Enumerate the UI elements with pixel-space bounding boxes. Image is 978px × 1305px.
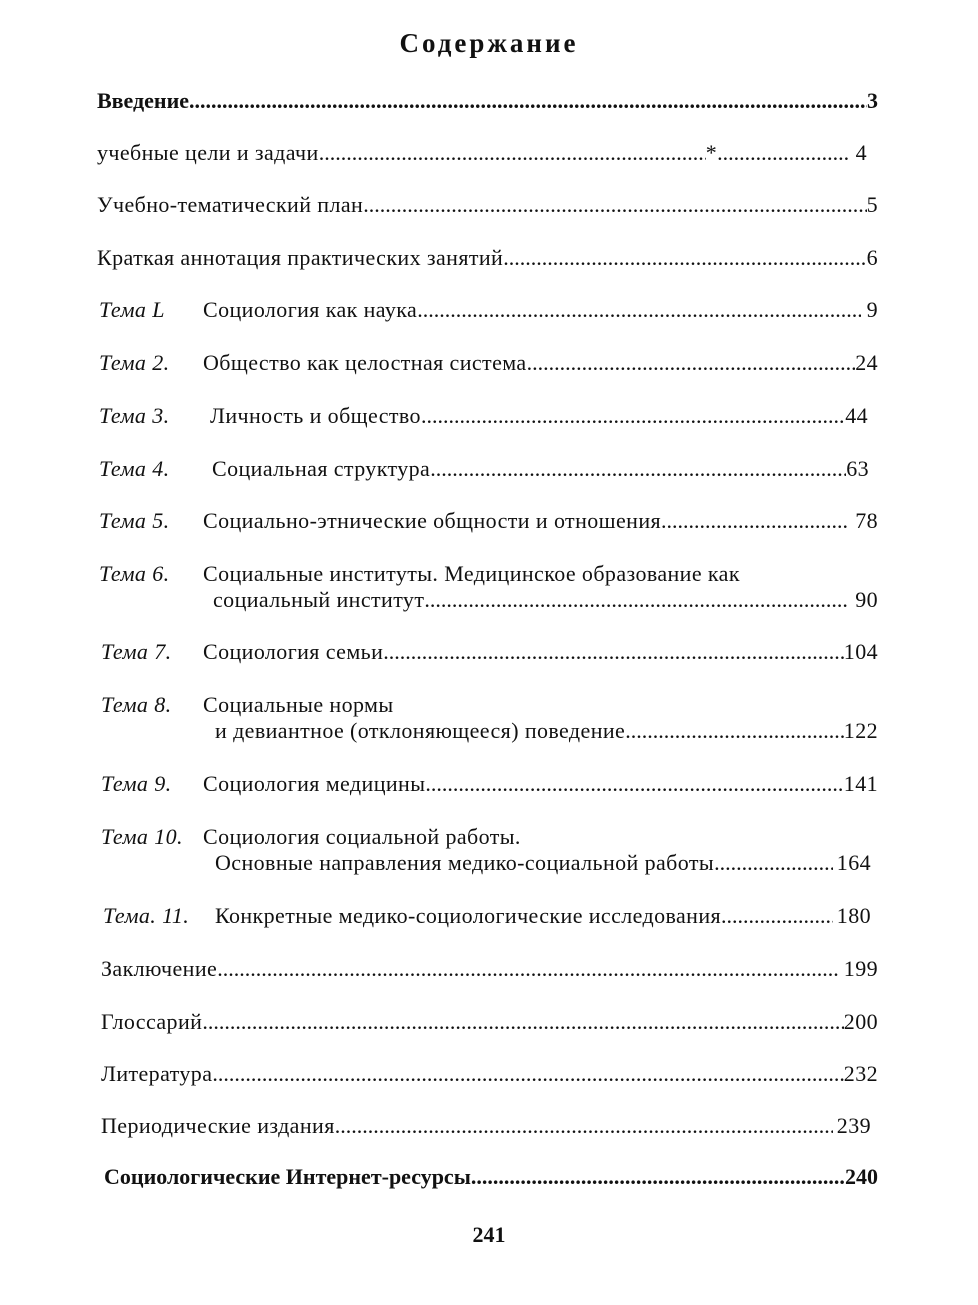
- toc-entry-page: 9: [866, 297, 878, 322]
- toc-entry-glossary: [101, 1009, 878, 1035]
- toc-entry-plan: [97, 192, 878, 218]
- toc-entry-page: 5: [866, 192, 878, 217]
- toc-entry-topic-5: [99, 508, 878, 534]
- page-title: Содержание: [399, 28, 579, 58]
- toc-entry-label: Социальные институты. Медицинское образование как: [203, 561, 740, 586]
- toc-entry-topic-3: [99, 403, 868, 429]
- toc-entry-label: Общество как целостная система: [203, 350, 527, 375]
- toc-entry-page: 200: [843, 1009, 878, 1034]
- toc-entry-label: Социологические Интернет-ресурсы: [104, 1164, 471, 1189]
- leader-dots: [212, 1061, 843, 1087]
- asterisk-mark: *: [705, 140, 718, 165]
- toc-entry-label-continued: и девиантное (отклоняющееся) поведение: [215, 718, 626, 743]
- leader-dots: [217, 956, 840, 982]
- leader-dots: [421, 403, 845, 429]
- toc-entry-conclusion: [101, 956, 878, 982]
- toc-entry-topic-8-cont: [215, 718, 878, 744]
- leader-dots: [417, 297, 860, 323]
- toc-entry-page: 104: [843, 639, 878, 664]
- topic-number: Тема 3.: [99, 403, 170, 428]
- toc-entry-page: 122: [843, 718, 878, 743]
- toc-entry-label: Литература: [101, 1061, 213, 1086]
- toc-entry-topic-9: [101, 771, 878, 797]
- topic-number: Тема L: [99, 297, 165, 322]
- leader-dots: [503, 245, 866, 271]
- leader-dots: [714, 850, 833, 876]
- toc-entry-label: Социально-этнические общности и отношения: [203, 508, 662, 533]
- toc-entry-topic-8: [101, 692, 878, 718]
- leader-dots: [319, 140, 706, 166]
- toc-entry-label: Периодические издания: [101, 1113, 335, 1138]
- toc-entry-topic-6: [99, 561, 878, 587]
- toc-entry-page: 44: [845, 403, 868, 428]
- page-number: 241: [472, 1222, 506, 1247]
- leader-dots: [471, 1164, 845, 1190]
- toc-entry-topic-10: [101, 824, 878, 850]
- toc-entry-label: Краткая аннотация практических занятий: [97, 245, 504, 270]
- toc-entry-literature: [101, 1061, 878, 1087]
- toc-entry-topic-1: [99, 297, 878, 323]
- toc-entry-topic-10-cont: [215, 850, 871, 876]
- leader-dots: [527, 350, 856, 376]
- leader-dots: [424, 587, 849, 613]
- toc-entry-page: 4: [855, 140, 867, 165]
- toc-entry-page: 199: [843, 956, 878, 981]
- toc-entry-label: Социальные нормы: [203, 692, 394, 717]
- toc-entry-label: Введение: [97, 88, 190, 113]
- toc-entry-topic-11: [103, 903, 871, 929]
- toc-entry-label: Социология семьи: [203, 639, 384, 664]
- toc-entry-page: 180: [836, 903, 871, 928]
- topic-number: Тема 5.: [99, 508, 170, 533]
- toc-entry-label-continued: социальный институт: [213, 587, 425, 612]
- toc-entry-page: 3: [867, 88, 878, 113]
- toc-entry-label: Социология социальной работы.: [203, 824, 521, 849]
- toc-entry-label: Социальная структура: [212, 456, 431, 481]
- topic-number: Тема 7.: [101, 639, 172, 664]
- leader-dots: [425, 771, 843, 797]
- toc-entry-label: Глоссарий: [101, 1009, 203, 1034]
- toc-entry-topic-4: [99, 456, 869, 482]
- toc-entry-label: Социология как наука: [203, 297, 418, 322]
- leader-dots: [717, 140, 850, 166]
- topic-number: Тема 4.: [99, 456, 170, 481]
- leader-dots: [721, 903, 833, 929]
- topic-number: Тема 6.: [99, 561, 170, 586]
- toc-entry-topic-6-cont: [213, 587, 878, 613]
- leader-dots: [189, 88, 867, 114]
- leader-dots: [661, 508, 849, 534]
- toc-entry-label: учебные цели и задачи: [97, 140, 319, 165]
- toc-entry-goals: [97, 140, 867, 166]
- topic-number: Тема 9.: [101, 771, 172, 796]
- toc-entry-introduction: [97, 88, 878, 114]
- leader-dots: [202, 1009, 843, 1035]
- toc-entry-page: 141: [843, 771, 878, 796]
- toc-entry-page: 6: [866, 245, 878, 270]
- toc-entry-page: 63: [846, 456, 869, 481]
- leader-dots: [383, 639, 844, 665]
- toc-entry-label: Учебно-тематический план: [97, 192, 364, 217]
- toc-entry-periodicals: [101, 1113, 871, 1139]
- topic-number: Тема 10.: [101, 824, 183, 849]
- toc-entry-topic-2: [99, 350, 878, 376]
- toc-entry-page: 90: [855, 587, 878, 612]
- toc-entry-label-continued: Основные направления медико-социальной работы: [215, 850, 715, 875]
- topic-number: Тема. 11.: [103, 903, 190, 928]
- leader-dots: [363, 192, 866, 218]
- toc-entry-page: 239: [836, 1113, 871, 1138]
- toc-entry-annotation: [97, 245, 878, 271]
- leader-dots: [625, 718, 844, 744]
- toc-entry-page: 240: [845, 1164, 878, 1189]
- toc-entry-label: Заключение: [101, 956, 218, 981]
- leader-dots: [430, 456, 846, 482]
- toc-entry-page: 232: [843, 1061, 878, 1086]
- toc-entry-label: Личность и общество: [210, 403, 421, 428]
- toc-entry-page: 78: [855, 508, 878, 533]
- topic-number: Тема 2.: [99, 350, 170, 375]
- leader-dots: [335, 1113, 833, 1139]
- toc-entry-label: Конкретные медико-социологические исследования: [215, 903, 722, 928]
- toc-entry-page: 164: [836, 850, 871, 875]
- toc-entry-internet-resources: [104, 1164, 878, 1190]
- toc-entry-label: Социология медицины: [203, 771, 426, 796]
- toc-entry-page: 24: [855, 350, 878, 375]
- topic-number: Тема 8.: [101, 692, 172, 717]
- toc-entry-topic-7: [101, 639, 878, 665]
